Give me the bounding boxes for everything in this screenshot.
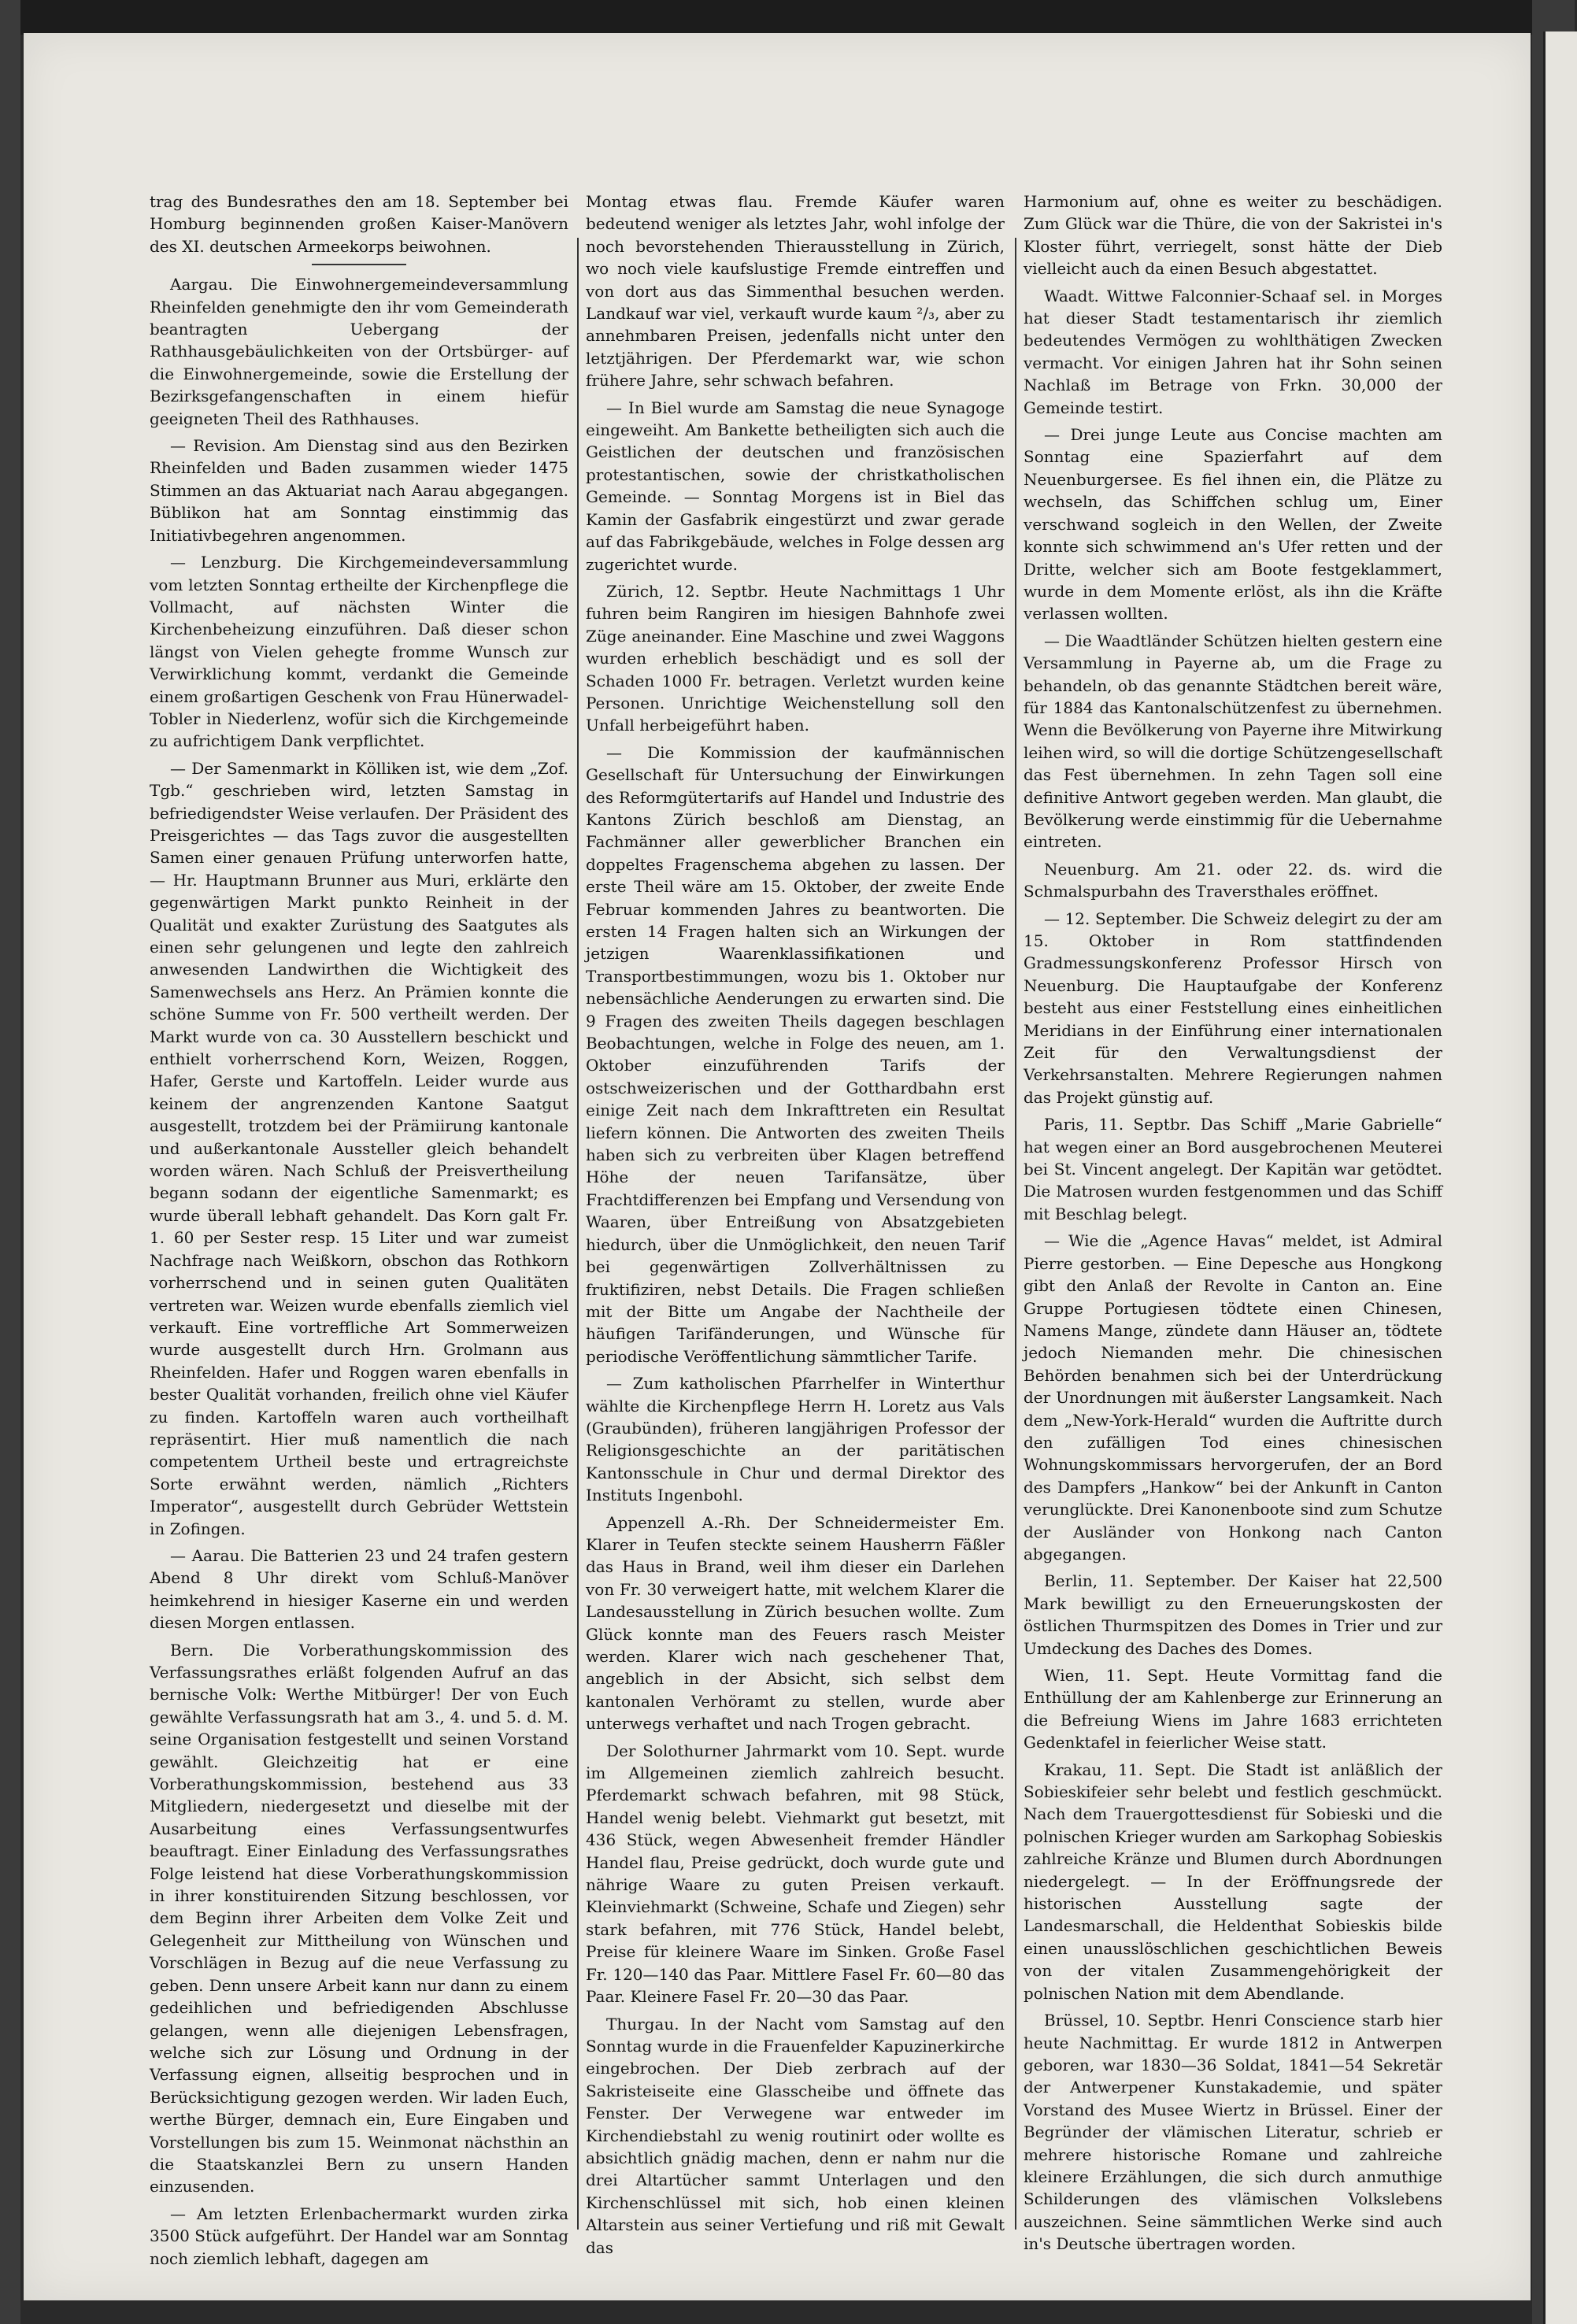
article-paragraph: Neuenburg. Am 21. oder 22. ds. wird die Schmalspurbahn des Traversthales eröffnet. (1024, 859, 1442, 901)
column-3 (1024, 191, 1442, 2254)
next-page-edge (1543, 31, 1577, 2324)
column-rule (577, 238, 579, 2230)
article-paragraph: Appenzell A.-Rh. Der Schneidermeister Em. Klarer in Teufen steckte seinem Hausherrn Fäßler das Haus in Brand, weil ihm dieser ein Darlehen von Fr. 30 verweigert hatte, mit welchem Klarer die Landesausstellung in Zürich besuchen wollte. Zum Glück konnte man des Feuers rasch Meister werden. Klarer wich nach geschehener That, angeblich in der Absicht, sich selbst dem kantonalen Verhöramt zu stellen, wurde aber unterwegs verhaftet und nach Trogen gebracht. (586, 1512, 1005, 1734)
article-paragraph: Der Solothurner Jahrmarkt vom 10. Sept. wurde im Allgemeinen ziemlich zahlreich besucht. Pferdemarkt schwach befahren, mit 98 Stück, Handel wenig belebt. Viehmarkt gut besetzt, mit 436 Stück, wegen Abwesenheit fremder Händler Handel flau, Preise gedrückt, doch wurde gute und nährige Waare zu guten Preisen verkauft. Kleinviehmarkt (Schweine, Schafe und Ziegen) sehr stark befahren, mit 776 Stück, Handel belebt, Preise für kleinere Waare im Sinken. Große Fasel Fr. 120—140 das Paar. Mittlere Fasel Fr. 60—80 das Paar. Kleinere Fasel Fr. 20—30 das Paar. (586, 1741, 1005, 2007)
article-paragraph: — In Biel wurde am Samstag die neue Synagoge eingeweiht. Am Bankette betheiligten sich auch die Geistlichen der deutschen und französischen protestantischen, sowie der christkatholischen Gemeinde. — Sonntag Morgens ist in Biel das Kamin der Gasfabrik eingestürzt und zwar gerade auf das Fabrikgebäude, welches in Folge dessen arg zugerichtet wurde. (586, 398, 1005, 574)
article-paragraph: — Der Samenmarkt in Kölliken ist, wie dem „Zof. Tgb.“ geschrieben wird, letzten Samstag in befriedigendster Weise verlaufen. Der Präsident des Preisgerichtes — das Tags zuvor die ausgestellten Samen einer genauen Prüfung unterworfen hatte, — Hr. Hauptmann Brunner aus Muri, erklärte den gegenwärtigen Markt punkto Reinheit in der Qualität und exakter Zurüstung des Saatgutes als einen sehr gelungenen und legte den zahlreich anwesenden Landwirthen die Wichtigkeit des Samenwechsels ans Herz. An Prämien konnte die schöne Summe von Fr. 500 vertheilt werden. Der Markt wurde von ca. 30 Ausstellern beschickt und enthielt vorherrschend Korn, Weizen, Roggen, Hafer, Gerste und Kartoffeln. Leider wurde aus keinem der angrenzenden Kantone Saatgut ausgestellt, trotzdem bei der Prämiirung kantonale und außerkantonale Aussteller gleich behandelt worden wären. Nach Schluß der Preisvertheilung begann sodann der eigentliche Samenmarkt; es wurde überall lebhaft gehandelt. Das Korn galt Fr. 1. 60 per Sester resp. 15 Liter und war zumeist Nachfrage nach Weißkorn, obschon das Rothkorn vorherrschend und in seinen guten Qualitäten vertreten war. Weizen wurde ebenfalls ziemlich viel verkauft. Eine vortreffliche Art Sommerweizen wurde ausgestellt durch Hrn. Grolmann aus Rheinfelden. Hafer und Roggen waren ebenfalls in bester Qualität vorhanden, freilich ohne viel Käufer zu finden. Kartoffeln waren auch vortheilhaft repräsentirt. Hier muß namentlich die nach competentem Urtheil beste und ertragreichste Sorte erwähnt werden, nämlich „Richters Imperator“, ausgestellt durch Gebrüder Wettstein in Zofingen. (150, 758, 568, 1538)
article-paragraph: Wien, 11. Sept. Heute Vormittag fand die Enthüllung der am Kahlenberge zur Erinnerung an die Befreiung Wiens im Jahre 1683 errichteten Gedenktafel in feierlicher Weise statt. (1024, 1666, 1442, 1752)
article-paragraph: Harmonium auf, ohne es weiter zu beschädigen. Zum Glück war die Thüre, die von der Sakristei in's Kloster führt, verriegelt, sonst hätte der Dieb vielleicht auch da einen Besuch abgestattet. (1024, 192, 1442, 279)
article-paragraph: Thurgau. In der Nacht vom Samstag auf den Sonntag wurde in die Frauenfelder Kapuzinerkirche eingebrochen. Der Dieb zerbrach auf der Sakristeiseite eine Glasscheibe und öffnete das Fenster. Der Verwegene war entweder im Kirchendiebstahl zu wenig routinirt oder wollte es absichtlich gnädig machen, denn er nahm nur die drei Altartücher sammt Unterlagen und den Kirchenschlüssel mit sich, hob einen kleinen Altarstein aus seiner Vertiefung und riß mit Gewalt das (586, 2014, 1005, 2257)
article-paragraph: — Die Waadtländer Schützen hielten gestern eine Versammlung in Payerne ab, um die Frage zu behandeln, ob das genannte Städtchen bereit wäre, für 1884 das Kantonalschützenfest zu übernehmen. Wenn die Bevölkerung von Payerne ihre Mitwirkung leihen wird, so will die dortige Schützengesellschaft das Fest übernehmen. In zehn Tagen soll eine definitive Antwort gegeben werden. Man glaubt, die Bevölkerung werde einstimmig für die Uebernahme eintreten. (1024, 631, 1442, 852)
article-paragraph: Berlin, 11. September. Der Kaiser hat 22,500 Mark bewilligt zu den Erneuerungskosten der östlichen Thurmspitzen des Domes in Trier und zur Umdeckung des Daches des Domes. (1024, 1571, 1442, 1658)
article-paragraph: — Aarau. Die Batterien 23 und 24 trafen gestern Abend 8 Uhr direkt vom Schluß-Manöver heimkehrend in hiesiger Kaserne ein und werden diesen Morgen entlassen. (150, 1545, 568, 1633)
article-paragraph: — 12. September. Die Schweiz delegirt zu der am 15. Oktober in Rom stattfindenden Gradmessungskonferenz Professor Hirsch von Neuenburg. Die Hauptaufgabe der Konferenz besteht aus einer Feststellung eines einheitlichen Meridians in der Einführung einer internationalen Zeit für den Verwaltungsdienst der Verkehrsanstalten. Mehrere Regierungen nahmen das Projekt günstig auf. (1024, 909, 1442, 1107)
scan-border-top (0, 0, 1575, 35)
text-columns (150, 191, 1442, 2268)
column-2 (586, 191, 1005, 2257)
article-paragraph: Krakau, 11. Sept. Die Stadt ist anläßlich der Sobieskifeier sehr belebt und festlich geschmückt. Nach dem Trauergottesdienst für Sobieski und die polnischen Krieger wurden am Sarkophag Sobieskis zahlreiche Kränze und Blumen durch Abordnungen niedergelegt. — In der Eröffnungsrede der historischen Ausstellung sagte der Landesmarschall, die Heldenthat Sobieskis bilde einen unausslöschlichen geschichtlichen Beweis von der vitalen Zusammengehörigkeit der polnischen Nation mit dem Abendlande. (1024, 1760, 1442, 2003)
article-paragraph: — Zum katholischen Pfarrhelfer in Winterthur wählte die Kirchenpflege Herrn H. Loretz aus Vals (Graubünden), früheren langjährigen Professor der Religionsgeschichte an der paritätischen Kantonsschule in Chur und dermal Direktor des Instituts Ingenbohl. (586, 1374, 1005, 1505)
article-paragraph: — Wie die „Agence Havas“ meldet, ist Admiral Pierre gestorben. — Eine Depesche aus Hongkong gibt den Anlaß der Revolte in Canton an. Eine Gruppe Portugiesen tödtete einen Chinesen, Namens Mange, zündete dann Häuser an, tödtete jedoch Niemanden mehr. Die chinesischen Behörden benahmen sich bei der Unterdrückung der Unordnungen mit äußerster Langsamkeit. Nach dem „New-York-Herald“ wurden die Auftritte durch den zufälligen Tod eines chinesischen Wohnungskommissars hervorgerufen, der an Bord des Dampfers „Hankow“ bei der Ankunft in Canton verunglückte. Drei Kanonenboote sind zum Schutze der Ausländer von Honkong nach Canton abgegangen. (1024, 1231, 1442, 1564)
article-paragraph: — Lenzburg. Die Kirchgemeindeversammlung vom letzten Sonntag ertheilte der Kirchenpflege die Vollmacht, auf nächsten Winter die Kirchenbeheizung einzuführen. Daß dieser schon längst von Vielen gehegte fromme Wunsch zur Verwirklichung kommt, verdankt die Gemeinde einem großartigen Geschenk von Frau Hünerwadel-Tobler in Niederlenz, wofür sich die Kirchgemeinde zu aufrichtigem Dank verpflichtet. (150, 553, 568, 751)
article-paragraph: trag des Bundesrathes den am 18. September bei Homburg beginnenden großen Kaiser-Manövern des XI. deutschen Armeekorps beiwohnen. (150, 192, 568, 256)
article-paragraph: — Die Kommission der kaufmännischen Gesellschaft für Untersuchung der Einwirkungen des Reformgütertarifs auf Handel und Industrie des Kantons Zürich beschloß am Dienstag, an Fachmänner aller gewerblicher Branchen ein doppeltes Fragenschema abgehen zu lassen. Der erste Theil wäre am 15. Oktober, der zweite Ende Februar kommenden Jahres zu beantworten. Die ersten 14 Fragen halten sich an Wirkungen der jetzigen Waarenklassifikationen und Transportbestimmungen, wozu bis 1. Oktober nur nebensächliche Aenderungen zu erwarten sind. Die 9 Fragen des zweiten Theils dagegen beschlagen Beobachtungen, welche in Folge des neuen, am 1. Oktober einzuführenden Tarifs der ostschweizerischen und der Gotthardbahn erst einige Zeit nach dem Inkrafttreten ein Resultat liefern können. Die Antworten des zweiten Theils haben sich zu verbreiten über Klagen betreffend Höhe der neuen Tarifansätze, über Frachtdifferenzen bei Empfang und Versendung von Waaren, über Entreißung von Absatzgebieten hiedurch, über die Unmöglichkeit, den neuen Tarif bei gegenwärtigen Zollverhältnissen zu fruktifiziren, nebst Details. Die Fragen schließen mit der Bitte um Angabe der Nachtheile der häufigen Tarifänderungen, und Wünsche für periodische Veröffentlichung sämmtlicher Tarife. (586, 742, 1005, 1366)
scan-border-left (0, 0, 20, 2324)
divider (312, 264, 406, 265)
article-paragraph: — Am letzten Erlenbachermarkt wurden zirka 3500 Stück aufgeführt. Der Handel war am Sonntag noch ziemlich lebhaft, dagegen am (150, 2204, 568, 2268)
column-1 (150, 191, 568, 2268)
article-paragraph: Montag etwas flau. Fremde Käufer waren bedeutend weniger als letztes Jahr, wohl infolge der noch bevorstehenden Thierausstellung in Zürich, wo noch viele kaufslustige Fremde eintreffen und von dort aus das Simmenthal besuchen werden. Landkauf war viel, verkauft wurde kaum ²/₃, aber zu annehmbaren Preisen, jedenfalls nicht unter den letztjährigen. Der Pferdemarkt war, wie schon frühere Jahre, sehr schwach befahren. (586, 192, 1005, 390)
article-paragraph: Bern. Die Vorberathungskommission des Verfassungsrathes erläßt folgenden Aufruf an das bernische Volk: Werthe Mitbürger! Der von Euch gewählte Verfassungsrath hat am 3., 4. und 5. d. M. seine Organisation festgestellt und seinen Vorstand gewählt. Gleichzeitig hat er eine Vorberathungskommission, bestehend aus 33 Mitgliedern, niedergesetzt und dieselbe mit der Ausarbeitung eines Verfassungsentwurfes beauftragt. Einer Einladung des Verfassungsrathes Folge leistend hat diese Vorberathungskommission in ihrer konstituirenden Sitzung beschlossen, vor dem Beginn ihrer Arbeiten dem Volke Zeit und Gelegenheit zur Mittheilung von Wünschen und Vorschlägen in Bezug auf die neue Verfassung zu geben. Denn unsere Arbeit kann nur dann zu einem gedeihlichen und befriedigenden Abschlusse gelangen, wenn alle diejenigen Lebensfragen, welche sich zur Lösung und Ordnung in der Verfassung eignen, allseitig besprochen und in Berücksichtigung gezogen werden. Wir laden Euch, werthe Bürger, demnach ein, Eure Eingaben und Vorstellungen bis zum 15. Weinmonat nächsthin an die Staatskanzlei Bern zu unsern Handen einzusenden. (150, 1640, 568, 2196)
article-paragraph: Waadt. Wittwe Falconnier-Schaaf sel. in Morges hat dieser Stadt testamentarisch ihr ziemlich bedeutendes Vermögen zu wohlthätigen Zwecken vermacht. Vor einigen Jahren hat ihr Sohn seinen Nachlaß im Betrage von Frkn. 30,000 der Gemeinde testirt. (1024, 286, 1442, 417)
article-paragraph: — Drei junge Leute aus Concise machten am Sonntag eine Spazierfahrt auf dem Neuenburgersee. Es fiel ihnen ein, die Plätze zu wechseln, das Schiffchen schlug um, Einer verschwand sogleich in den Wellen, der Zweite konnte sich schwimmend an's Ufer retten und der Dritte, welcher sich am Boote festgeklammert, wurde in dem Momente erlöst, als ihn die Kräfte verlassen wollten. (1024, 425, 1442, 624)
article-paragraph: — Revision. Am Dienstag sind aus den Bezirken Rheinfelden und Baden zusammen wieder 1475 Stimmen an das Aktuariat nach Aarau abgegangen. Büblikon hat am Sonntag einstimmig das Initiativbegehren angenommen. (150, 436, 568, 545)
column-rule (1015, 238, 1016, 2230)
newspaper-page (24, 33, 1531, 2300)
article-paragraph: Paris, 11. Septbr. Das Schiff „Marie Gabrielle“ hat wegen einer an Bord ausgebrochenen Meuterei bei St. Vincent angelegt. Der Kapitän war getödtet. Die Matrosen wurden festgenommen und das Schiff mit Beschlag belegt. (1024, 1115, 1442, 1223)
article-paragraph: Brüssel, 10. Septbr. Henri Conscience starb hier heute Nachmittag. Er wurde 1812 in Antwerpen geboren, war 1830—36 Soldat, 1841—54 Sekretär der Antwerpener Kunstakademie, und später Vorstand des Musee Wiertz in Brüssel. Einer der Begründer der vlämischen Literatur, schrieb er mehrere historische Romane und zahlreiche kleinere Erzählungen, die sich durch anmuthige Schilderungen des vlämischen Volkslebens auszeichnen. Seine sämmtlichen Werke sind auch in's Deutsche übertragen worden. (1024, 2011, 1442, 2254)
article-paragraph: Zürich, 12. Septbr. Heute Nachmittags 1 Uhr fuhren beim Rangiren im hiesigen Bahnhofe zwei Züge aneinander. Eine Maschine und zwei Waggons wurden erheblich beschädigt und es soll der Schaden 1000 Fr. betragen. Verletzt wurden keine Personen. Unrichtige Weichenstellung soll den Unfall herbeigeführt haben. (586, 581, 1005, 735)
article-paragraph: Aargau. Die Einwohnergemeindeversammlung Rheinfelden genehmigte den ihr vom Gemeinderath beantragten Uebergang der Rathhausgebäulichkeiten von der Ortsbürger- auf die Einwohnergemeinde, sowie die Erstellung der Bezirksgefangenschaften in einem hiefür geeigneten Theil des Rathhauses. (150, 275, 568, 428)
